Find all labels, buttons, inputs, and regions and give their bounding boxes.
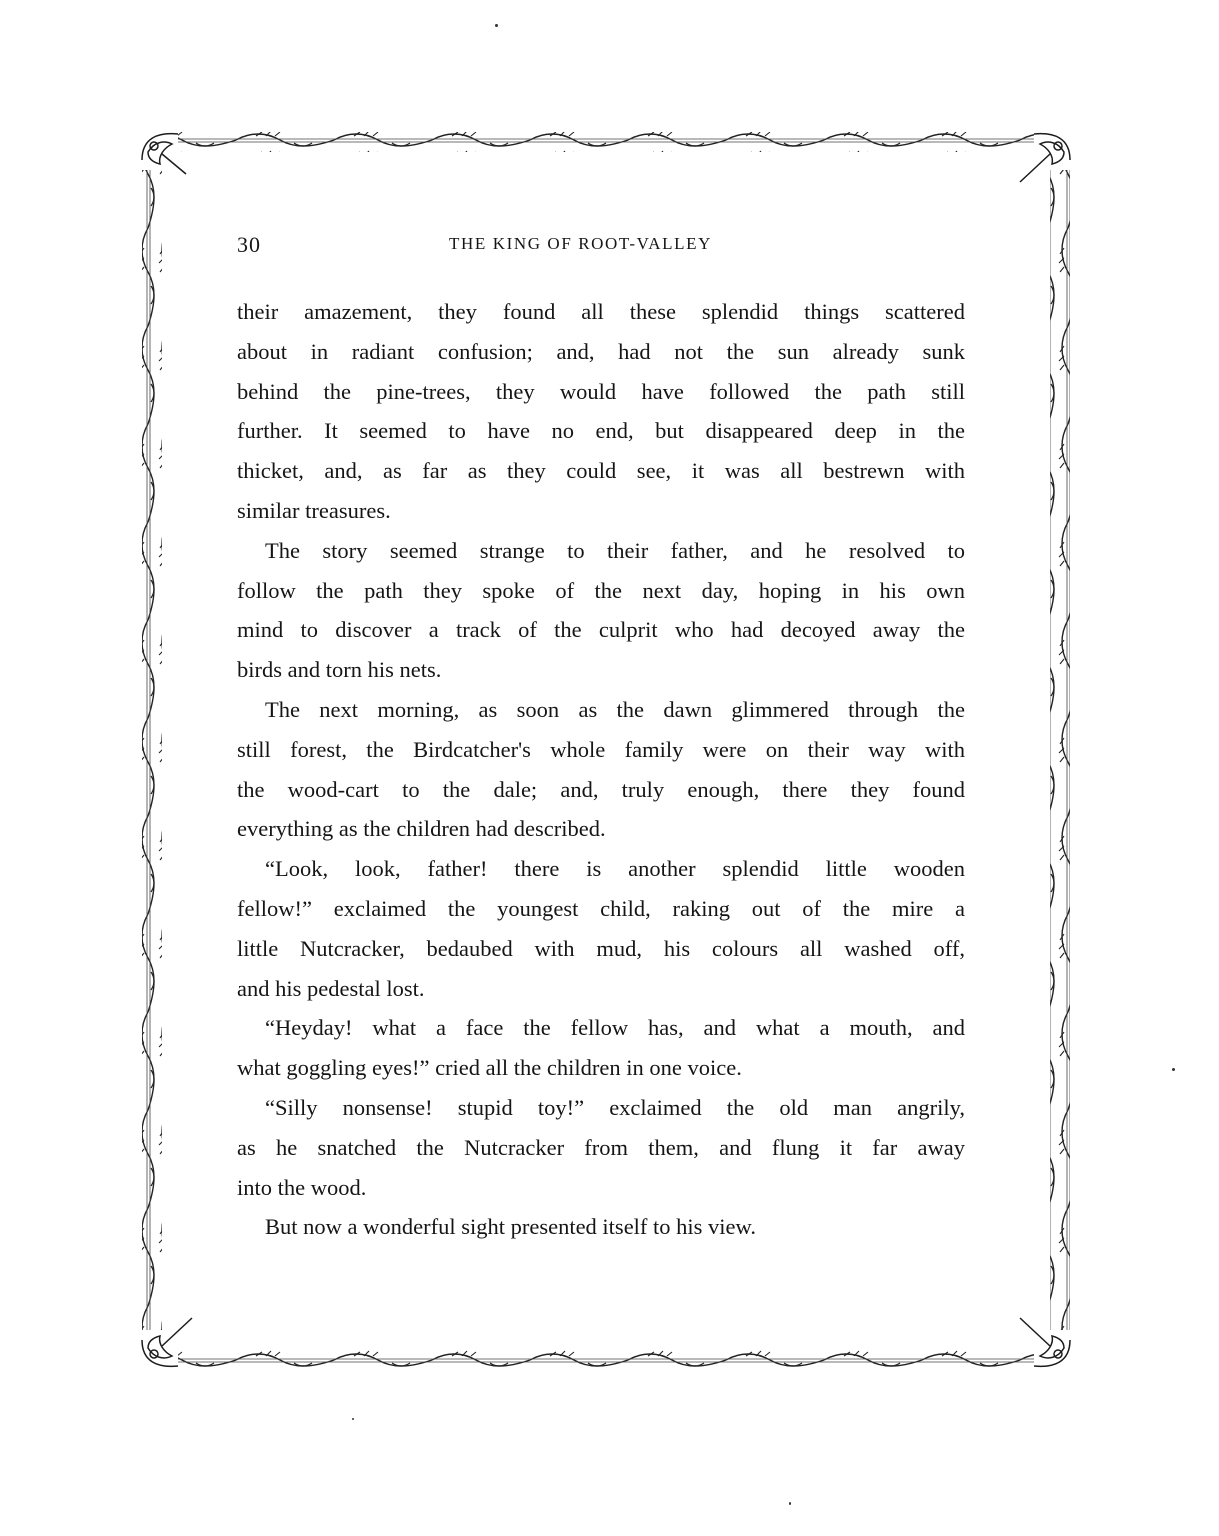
text-line: “Silly nonsense! stupid toy!” exclaimed the old man angrily, (265, 1094, 965, 1120)
print-speck (352, 1418, 354, 1420)
running-title: THE KING OF ROOT-VALLEY (449, 234, 712, 253)
body-text (237, 292, 965, 1247)
text-line: mind to discover a track of the culprit who had decoyed away the (237, 617, 965, 643)
text-line: little Nutcracker, bedaubed with mud, his colours all washed off, (237, 935, 965, 961)
text-line: thicket, and, as far as they could see, it was all bestrewn with (237, 458, 965, 484)
text-line: as he snatched the Nutcracker from them, and flung it far away (237, 1134, 965, 1160)
print-speck (1172, 1068, 1175, 1071)
paragraph (237, 531, 965, 690)
paragraph (237, 1207, 965, 1247)
text-line: But now a wonderful sight presented itself to his view. (265, 1214, 756, 1240)
text-line: still forest, the Birdcatcher's whole family were on their way with (237, 736, 965, 762)
text-line: the wood-cart to the dale; and, truly enough, there they found (237, 776, 965, 802)
text-line: fellow!” exclaimed the youngest child, raking out of the mire a (237, 895, 965, 921)
border-left (142, 170, 162, 1330)
text-line: about in radiant confusion; and, had not the sun already sunk (237, 338, 965, 364)
paragraph (237, 292, 965, 531)
text-line: into the wood. (237, 1174, 367, 1200)
paragraph (237, 1008, 965, 1088)
border-bottom (178, 1348, 1034, 1368)
text-line: behind the pine-trees, they would have followed the path still (237, 378, 965, 404)
text-line: birds and torn his nets. (237, 657, 442, 683)
text-line: what goggling eyes!” cried all the children in one voice. (237, 1055, 742, 1081)
paragraph (237, 1088, 965, 1207)
paragraph (237, 690, 965, 849)
page-number: 30 (237, 232, 261, 257)
text-line: follow the path they spoke of the next day, hoping in his own (237, 577, 965, 603)
border-top (178, 132, 1034, 152)
border-right (1050, 170, 1070, 1330)
text-line: further. It seemed to have no end, but disappeared deep in the (237, 418, 965, 444)
text-line: similar treasures. (237, 497, 391, 523)
paragraph (237, 849, 965, 1008)
text-line: and his pedestal lost. (237, 975, 425, 1001)
running-header (237, 232, 967, 264)
print-speck (495, 24, 498, 27)
text-line: everything as the children had described. (237, 816, 606, 842)
print-speck (789, 1502, 791, 1505)
text-line: “Look, look, father! there is another splendid little wooden (265, 856, 965, 882)
text-line: The story seemed strange to their father, and he resolved to (265, 537, 965, 563)
text-line: “Heyday! what a face the fellow has, and what a mouth, and (265, 1015, 965, 1041)
text-line: their amazement, they found all these splendid things scattered (237, 299, 965, 324)
text-line: The next morning, as soon as the dawn glimmered through the (265, 696, 965, 722)
